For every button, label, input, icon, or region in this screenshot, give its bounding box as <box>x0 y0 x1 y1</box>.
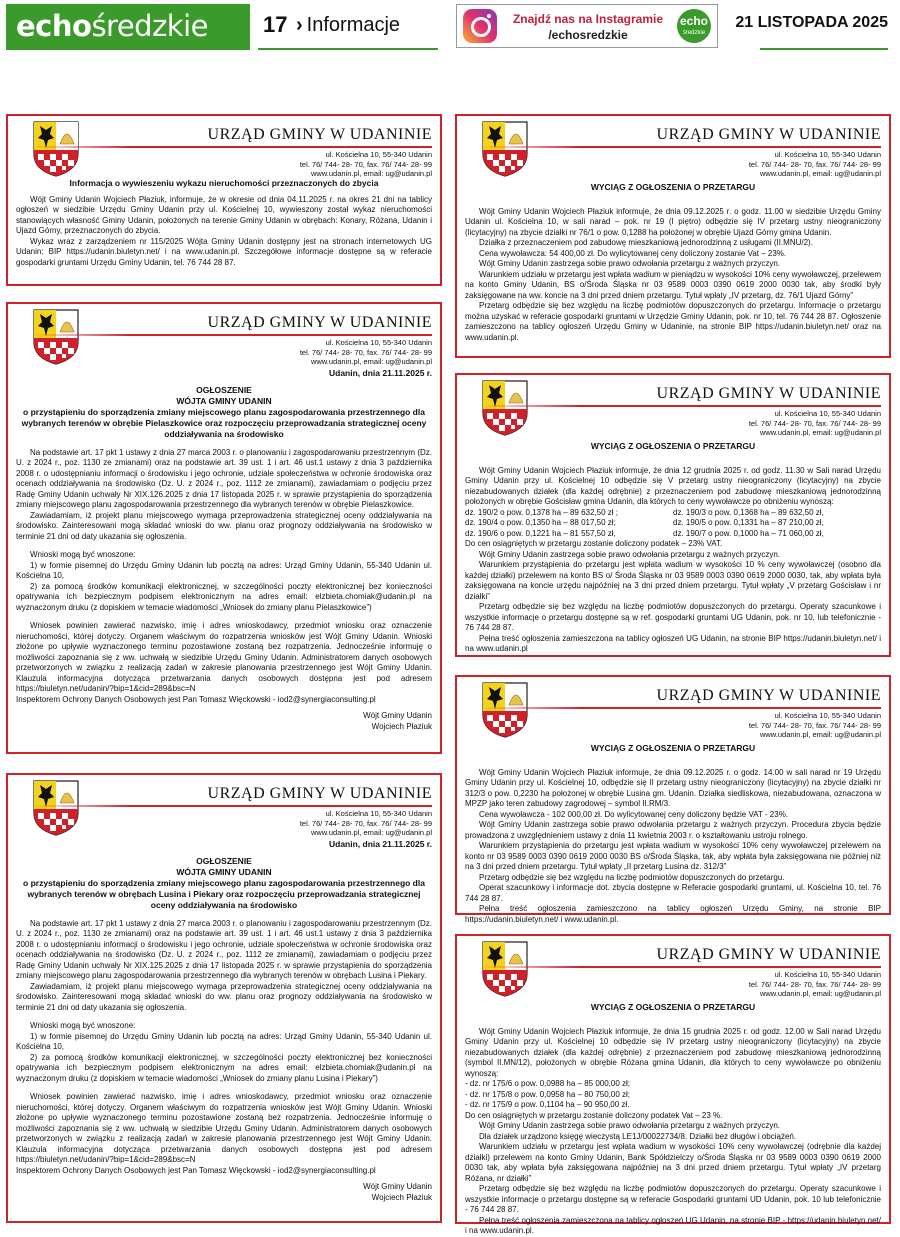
office-rule <box>32 334 432 336</box>
coat-of-arms-icon <box>481 120 529 178</box>
notice-body <box>457 182 889 343</box>
logo-sredzkie-text: średzkie <box>91 9 208 43</box>
notice-title: WYCIĄG Z OGŁOSZENIA O PRZETARGU <box>590 743 756 753</box>
office-address <box>749 711 881 740</box>
notice-paragraph: Warunkiem przystąpienia do przetargu jest wpłata wadium w wysokości 10 % ceny wywoławczej (osobno dla każdej działki) przelewem na konto BS o/ Środa Śląska nr 03 9589 0003 0390 0619 2000 0030, tak, aby wpłata była zaksięgowana na koncie urzędu najpóźniej na 3 dni przed dniem przetargu. Tytuł wpłaty „V przetarg Gościsław i nr działki” <box>465 560 881 601</box>
notice-paragraph: Wójt Gminy Udanin Wojciech Płaziuk informuje, że dnia 09.12.2025 r. o godz. 11.00 w siedzibie Urzędu Gminy Udanin ul. Kościelna 10, w sali narad – pok. nr 19 (I piętro) odbędzie się IV przetarg ustny nieograniczony (licytacyjny) na zbycie działki nr 76/1 o pow. 0,1288 ha położonej w obrębie Ujazd Górny gmina Udanin. <box>465 206 881 237</box>
office-web: www.udanin.pl, email: ug@udanin.pl <box>759 730 881 739</box>
lot-column-left <box>465 508 673 540</box>
notice-title: WYCIĄG Z OGŁOSZENIA O PRZETARGU <box>590 1002 756 1012</box>
notice-paragraph: 1) w formie pisemnej do Urzędu Gminy Udanin lub pocztą na adres: Urząd Gminy Udanin, 55-340 Udanin ul. Kościelna 10, <box>16 1031 432 1051</box>
office-address <box>300 338 432 367</box>
notice-paragraph: Wójt Gminy Udanin Wojciech Płaziuk, informuje, że w okresie od dnia 04.11.2025 r. na okres 21 dni na tablicy ogłoszeń w siedzibie Urzędu Gminy Udanin przy ul. Kościelnej 10, wywieszony został wykaz nieruchomości stanowiących własność Gminy Udanin, położonych na terenie Gminy Udanin w obrębach: Konary, Różana, Udanin i Ujazd Górny, przeznaczonych do zbycia. <box>16 194 432 235</box>
notice-paragraph: Wójt Gminy Udanin Wojciech Płaziuk informuje, że dnia 09.12.2025 r. o godz. 14.00 w sali narad nr 19 Urzędu Gminy Udanin przy ul. Kościelnej 10, odbędzie się II przetarg ustny nieograniczony (licytacyjny) na zbycie działki nr 312/3 o pow. 0,2230 ha położonej w obrębie Lusina gm. Udanin. Działka siedliskowa, niezabudowana, oznaczona w MPZP jako teren zabudowy zagrodowej – symbol II.RM/3. <box>465 767 881 808</box>
office-address <box>749 970 881 999</box>
header-rule-left <box>6 48 250 50</box>
notice-paragraph: Pełna treść ogłoszenia zamieszczona na tablicy ogłoszeń UG Udanin, na stronie BIP - https://udanin.biuletyn.net/ i na www.udanin.pl. <box>465 1215 881 1235</box>
office-title: URZĄD GMINY W UDANINIE <box>207 785 432 802</box>
lot-item: dz. 190/5 o pow. 0,1331 ha – 87 210,00 zł, <box>673 518 824 527</box>
notice-header <box>457 936 889 1000</box>
notice-tender-lusina <box>455 675 891 924</box>
office-title: URZĄD GMINY W UDANINIE <box>207 126 432 143</box>
coat-of-arms-icon <box>481 379 529 437</box>
notice-paragraph: Wójt Gminy Udanin Wojciech Płaziuk informuje, że dnia 15 grudnia 2025 r. od godz. 12.00 w Sali narad Urzędu Gminy Udanin przy ul. Kościelnej 10 odbędzie się IV przetarg ustny nieograniczony (licytacyjny) na zbycie niezabudowanych działek (dla każdej odrębnie) z przeznaczeniem pod zabudowę mieszkaniową jednorodzinną (symbol II.MN/12), położonych w obrębie Różana gmina Udanin, dla których to ceny wywoławcze po obniżeniu wynoszą: <box>465 1026 881 1078</box>
lot-list <box>465 508 881 540</box>
notice-header <box>457 116 889 180</box>
lot-item: dz. 190/4 o pow. 0,1350 ha – 88 017,50 zł; <box>465 518 616 527</box>
office-web: www.udanin.pl, email: ug@udanin.pl <box>759 428 881 437</box>
notice-paragraph: Na podstawie art. 17 pkt 1 ustawy z dnia 27 marca 2003 r. o planowaniu i zagospodarowaniu przestrzennym (Dz. U. z 2024 r., poz. 1130 ze zmianami) oraz na podstawie art. 39 ust. 1 i art. 46 ust.1 ustawy z dnia 3 października 2008 r. o udostępnianiu informacji o środowisku i jego ochronie, udziale społeczeństwa w ochronie środowiska oraz ocenach oddziaływania na środowisko (Dz. U. z 2024 r., poz. 1112 ze zmianami), zawiadamiam o podjęciu przez Radę Gminy Udanin uchwały Nr XIX.125.2025 z dnia 17 listopada 2025 r. w sprawie przystąpienia do sporządzenia zmiany miejscowego planu zagospodarowania przestrzennego dla wybranych terenów w obrębach Lusina i Piekary. <box>16 918 432 980</box>
office-phone: tel. 76/ 744- 28- 70, fax. 76/ 744- 28- 99 <box>299 159 432 169</box>
notice-body <box>8 839 440 1203</box>
office-street: ul. Kościelna 10, 55-340 Udanin <box>325 338 432 347</box>
notice-header <box>8 304 440 368</box>
notice-paragraph: Inspektorem Ochrony Danych Osobowych jest Pan Tomasz Więckowski - iod2@synergiaconsulting.pl <box>16 694 376 704</box>
notice-header <box>457 677 889 741</box>
office-phone: tel. 76/ 744- 28- 70, fax. 76/ 744- 28- 99 <box>748 159 881 169</box>
notice-body <box>457 441 889 655</box>
notice-title-line: o przystąpieniu do sporządzenia zmiany miejscowego planu zagospodarowania przestrzennego dla wybranych terenów w obrębie Pielaszkowice oraz rozpoczęciu przeprowadzania strategicznej oceny oddziaływania na środowisko <box>21 406 427 439</box>
office-phone: tel. 76/ 744- 28- 70, fax. 76/ 744- 28- 99 <box>748 418 881 428</box>
office-street: ul. Kościelna 10, 55-340 Udanin <box>774 150 881 159</box>
badge-echo: echo <box>679 14 708 28</box>
notice-title-line: WÓJTA GMINY UDANIN <box>176 866 272 877</box>
office-title: URZĄD GMINY W UDANINIE <box>656 126 881 143</box>
notice-paragraph: Przetarg odbędzie się bez względu na liczbę podmiotów dopuszczonych do przetargu. Operaty szacunkowe i wszystkie informacje o przetargu dostępne są w ref. gospodarki gruntami UG Udanin, pok. nr 10, lub telefonicznie - 76 744 28 87. <box>465 602 881 632</box>
notice-paragraph: Zawiadamiam, iż projekt planu miejscowego wymaga przeprowadzenia strategicznej oceny oddziaływania na środowisko. Zainteresowani mogą składać wnioski do ww. planu oraz prognozy oddziaływania na środowisko w terminie 21 dni od daty ukazania się ogłoszenia. <box>16 510 432 541</box>
notice-paragraph: Wójt Gminy Udanin zastrzega sobie prawo odwołania przetargu z ważnych przyczyn. <box>479 1121 781 1130</box>
office-rule <box>481 966 881 968</box>
notice-body <box>8 368 440 732</box>
issue-date: 21 LISTOPADA 2025 <box>735 14 888 31</box>
office-rule <box>481 405 881 407</box>
signature-name: Wojciech Płaziuk <box>371 721 432 731</box>
notice-paragraph: Wniosek powinien zawierać nazwisko, imię i adres wnioskodawcy, przedmiot wniosku oraz oznaczenie nieruchomości, której dotyczy. Organem właściwym do rozpatrzenia wniosków jest Wójt Gminy Udanin. Wnioski złożone po upływie wyznaczonego terminu pozostawione zostaną bez rozpatrzenia. Jednocześnie informuję o możliwości zapoznania się z ww. uchwałą w siedzibie Urzędu Gminy Udanin. Administratorem danych osobowych przetworzonych w związku z realizacją zadań w zakresie planowania przestrzennego jest Wójt Gminy Udanin. Klauzula informacyjna dotycząca przetwarzania danych osobowych dostępna jest pod adresem https://biuletyn.net/udanin/?bip=1&cid=289&bsc=N <box>16 621 432 693</box>
office-rule <box>481 707 881 709</box>
echo-badge-icon <box>677 9 711 43</box>
notice-paragraph: 2) za pomocą środków komunikacji elektronicznej, w szczególności poczty elektronicznej bez konieczności opatrywania ich bezpiecznym podpisem elektronicznym na adres email: elzbieta.chomiak@udanin.pl na wyznaczonym druku (z dopiskiem w temacie wiadomości „Wniosek do zmiany planu Lusina i Piekary”) <box>16 1052 432 1083</box>
header-rule-mid <box>258 48 438 50</box>
coat-of-arms-icon <box>481 681 529 739</box>
office-address <box>300 150 432 179</box>
notice-tender-goscislaw <box>455 373 891 657</box>
lot-item: - dz. nr 175/8 o pow. 0,0958 ha – 80 750,00 zł; <box>465 1089 631 1099</box>
lot-item: - dz. nr 175/9 o pow. 0,1104 ha – 90 950,00 zł. <box>465 1100 630 1109</box>
office-rule <box>32 805 432 807</box>
notice-header <box>8 775 440 839</box>
lot-item: dz. 190/2 o pow. 0,1378 ha – 89 632,50 zł ; <box>465 507 619 517</box>
instagram-icon <box>463 9 497 43</box>
notice-paragraph: Warunkiem udziału w przetargu jest wpłata wadium w pieniądzu w wysokości 10% ceny wywoławczej, przelewem na konto Gminy Udanin, BS o/Środa Śląska nr 03 9589 0003 0390 0619 2000 0030 tak, aby środki były zaksięgowane na ww. koncie na 3 dni przed dniem przetargu. Tytuł wpłaty „IV przetarg, dz. 76/1 Ujazd Górny” <box>465 269 881 300</box>
notice-header <box>457 375 889 439</box>
office-street: ul. Kościelna 10, 55-340 Udanin <box>774 409 881 418</box>
signature-name: Wojciech Płaziuk <box>371 1192 432 1202</box>
office-rule <box>32 146 432 148</box>
coat-of-arms-icon <box>481 940 529 998</box>
section-name <box>296 14 400 37</box>
office-web: www.udanin.pl, email: ug@udanin.pl <box>310 828 432 837</box>
notice-title-line: WÓJTA GMINY UDANIN <box>176 395 272 406</box>
lot-item: dz. 190/6 o pow. 0,1221 ha – 81 557,50 zł, <box>465 528 616 538</box>
office-street: ul. Kościelna 10, 55-340 Udanin <box>325 150 432 159</box>
lot-item: dz. 190/7 o pow. 0,1000 ha – 71 060,00 zł, <box>673 528 824 538</box>
notice-paragraph: Wniosek powinien zawierać nazwisko, imię i adres wnioskodawcy, przedmiot wniosku oraz oznaczenie nieruchomości, której dotyczy. Organem właściwym do rozpatrzenia wniosków jest Wójt Gminy Udanin. Wnioski złożone po upływie wyznaczonego terminu pozostawione zostaną bez rozpatrzenia. Jednocześnie informuję o możliwości zapoznania się z ww. uchwałą w siedzibie Urzędu Gminy Udanin. Administratorem danych osobowych przetworzonych w związku z realizacją zadań w zakresie planowania przestrzennego jest Wójt Gminy Udanin. Klauzula informacyjna dotycząca przetwarzania danych osobowych dostępna jest pod adresem https://biuletyn.net/udanin/?bip=1&cid=289&bsc=N <box>16 1092 432 1164</box>
signature-role: Wójt Gminy Udanin <box>363 711 432 720</box>
office-phone: tel. 76/ 744- 28- 70, fax. 76/ 744- 28- 99 <box>299 347 432 357</box>
notice-paragraph: Warunkiem udziału w przetargu jest wpłata wadium w wysokości 10% ceny wywoławczej (odrębnie dla każdej działki) przelewem na konto Gminy Udanin, Bank Spółdzielczy o/Środa Śląska nr 03 9589 0003 0390 0619 2000 0030 tak, aby wpłata była zaksięgowana najpóźniej na 3 dni przed dniem przetargu. Tytuł wpłaty „IV przetarg Różana, nr działki” <box>465 1142 881 1183</box>
notice-paragraph: Dla działek urządzono księgę wieczystą LE1J/00022734/8. Działki bez długów i obciążeń. <box>479 1131 797 1141</box>
office-rule <box>481 146 881 148</box>
logo-echo-text: echo <box>16 9 92 43</box>
notice-tender-ujazd <box>455 114 891 358</box>
office-title: URZĄD GMINY W UDANINIE <box>656 385 881 402</box>
notice-body <box>457 743 889 925</box>
notice-body <box>457 1002 889 1237</box>
signature <box>16 711 432 732</box>
office-address <box>749 150 881 179</box>
notice-paragraph: Operat szacunkowy i informacje dot. zbycia dostępne w Referacie gospodarki gruntami, ul. Kościelna 10, tel. 76 744 28 87. <box>465 883 881 903</box>
notice-paragraph: Wójt Gminy Udanin zastrzega sobie prawo odwołania przetargu z ważnych przyczyn. Procedura zbycia będzie prowadzona z uwzględnieniem ustawy z dnia 11 kwietnia 2003 r. o kształtowaniu ustroju rolnego. <box>465 820 881 840</box>
office-address <box>300 809 432 838</box>
notice-paragraph: Pełna treść ogłoszenia zamieszczona na tablicy ogłoszeń UG Udanin, na stronie BIP https://udanin.biuletyn.net/ i na www.udanin.pl <box>465 633 881 653</box>
notice-paragraph: Zawiadamiam, iż projekt planu miejscowego wymaga przeprowadzenia strategicznej oceny oddziaływania na środowisko. Zainteresowani mogą składać wnioski do ww. planu oraz prognozy oddziaływania na środowisko w terminie 21 dni od daty ukazania się ogłoszenia. <box>16 981 432 1012</box>
notice-paragraph: Przetarg odbędzie się bez względu na liczbę podmiotów dopuszczonych do przetargu. Operaty szacunkowe i wszystkie informacje o przetargu dostępne są w referacie Gospodarki gruntami UD Udanin, pok. 10 lub telefonicznie - 76 744 28 87. <box>465 1184 881 1214</box>
notice-body <box>8 178 440 268</box>
notice-title: WYCIĄG Z OGŁOSZENIA O PRZETARGU <box>590 182 756 192</box>
section-label: Informacje <box>306 14 401 36</box>
office-web: www.udanin.pl, email: ug@udanin.pl <box>310 357 432 366</box>
notice-paragraph: Wójt Gminy Udanin zastrzega sobie prawo odwołania przetargu z ważnych przyczyn. <box>479 259 781 268</box>
office-web: www.udanin.pl, email: ug@udanin.pl <box>310 169 432 178</box>
office-street: ul. Kościelna 10, 55-340 Udanin <box>774 970 881 979</box>
office-phone: tel. 76/ 744- 28- 70, fax. 76/ 744- 28- 99 <box>299 818 432 828</box>
signature-role: Wójt Gminy Udanin <box>363 1182 432 1191</box>
office-title: URZĄD GMINY W UDANINIE <box>656 687 881 704</box>
notice-title-line: OGŁOSZENIE <box>196 384 252 395</box>
notice-paragraph: Pełna treść ogłoszenia zamieszczono na tablicy ogłoszeń Urzędu Gminy, na stronie BIP https://udanin.biuletyn.net/ i www.udanin.pl. <box>465 904 881 924</box>
coat-of-arms-icon <box>32 308 80 366</box>
notice-paragraph: Cena wywoławcza: 54 400,00 zł. Do wylicytowanej ceny doliczony zostanie Vat – 23%. <box>479 248 787 258</box>
instagram-headline: Znajdź nas na Instagramie <box>512 12 664 26</box>
notice-property-list <box>6 114 442 286</box>
notice-title: Informacja o wywieszeniu wykazu nieruchomości przeznaczonych do zbycia <box>69 178 379 188</box>
office-address <box>749 409 881 438</box>
notice-paragraph: Wójt Gminy Udanin Wojciech Płaziuk informuje, że dnia 12 grudnia 2025 r. od godz. 11.30 w Sali narad Urzędu Gminy Udanin przy ul. Kościelnej 10 odbędzie się V przetarg ustny nieograniczony (licytacyjny) na zbycie niezabudowanych działek (dla każdej odrębnie) z przeznaczeniem pod zabudowę mieszkaniową jednorodzinną położonych w obrębie Gościsław gmina Udanin, dla których to ceny wywoławcze po obniżeniu wynoszą: <box>465 465 881 506</box>
page-header <box>0 0 900 52</box>
office-web: www.udanin.pl, email: ug@udanin.pl <box>759 989 881 998</box>
notice-paragraph: Do cen osiągniętych w przetargu zostanie doliczony podatek – 23% VAT. <box>465 539 723 548</box>
notice-paragraph: Wnioski mogą być wnoszone: <box>30 1021 136 1030</box>
section-arrow-icon: › <box>296 14 303 36</box>
notice-paragraph: Działka z przeznaczeniem pod zabudowę mieszkaniową jednorodzinną z usługami (II.MNU/2). <box>479 238 813 247</box>
notice-paragraph: Cena wywoławcza - 102 000,00 zł. Do wylicytowanej ceny doliczony będzie VAT - 23%. <box>479 809 789 819</box>
instagram-banner[interactable] <box>456 4 718 48</box>
notice-paragraph: Wnioski mogą być wnoszone: <box>30 550 136 559</box>
notice-place-date: Udanin, dnia 21.11.2025 r. <box>329 839 432 849</box>
office-phone: tel. 76/ 744- 28- 70, fax. 76/ 744- 28- 99 <box>748 979 881 989</box>
notice-paragraph: Inspektorem Ochrony Danych Osobowych jest Pan Tomasz Więckowski - iod2@synergiaconsulting.pl <box>16 1165 376 1175</box>
office-street: ul. Kościelna 10, 55-340 Udanin <box>325 809 432 818</box>
notice-paragraph: Na podstawie art. 17 pkt 1 ustawy z dnia 27 marca 2003 r. o planowaniu i zagospodarowaniu przestrzennym (Dz. U. z 2024 r., poz. 1130 ze zmianami) oraz na podstawie art. 39 ust. 1 i art. 46 ust.1 ustawy z dnia 3 października 2008 r. o udostępnianiu informacji o środowisku i jego ochronie, udziale społeczeństwa w ochronie środowiska oraz ocenach oddziaływania na środowisko (Dz. U. z 2024 r., poz. 1112 ze zmianami), zawiadamiam o podjęciu przez Radę Gminy Udanin uchwały Nr XIX.126.2025 z dnia 17 listopada 2025 r. w sprawie przystąpienia do sporządzenia zmiany miejscowego planu zagospodarowania przestrzennego dla wybranych terenów w obrębie Pielaszkowice. <box>16 447 432 509</box>
notice-paragraph: Warunkiem przystąpienia do przetargu jest wpłata wadium w wysokości 10% ceny wywoławczej przelewem na konto nr 03 9589 0003 0390 0619 2000 0030 BS o/Środa Śląska, tak, aby wpłata była zaksięgowana nie później niż na 3 dni przed dniem przetargu. Tytuł wpłaty „II przetarg Lusina dz. 312/3” <box>465 841 881 871</box>
signature <box>16 1182 432 1203</box>
notice-title-line: o przystąpieniu do sporządzenia zmiany miejscowego planu zagospodarowania przestrzennego dla wybranych terenów w obrębach Lusina i Piekary oraz rozpoczęciu przeprowadzania strategicznej oceny oddziaływania na środowisko <box>23 877 425 910</box>
instagram-text <box>507 11 669 43</box>
notice-title <box>16 385 432 440</box>
notice-plan-pielaszkowice <box>6 302 442 754</box>
notice-tender-rozana <box>455 934 891 1235</box>
office-web: www.udanin.pl, email: ug@udanin.pl <box>759 169 881 178</box>
lot-item: - dz. nr 175/6 o pow. 0,0988 ha – 85 000,00 zł; <box>465 1079 631 1088</box>
coat-of-arms-icon <box>32 120 80 178</box>
notice-paragraph: 2) za pomocą środków komunikacji elektronicznej, w szczególności poczty elektronicznej bez konieczności opatrywania ich bezpiecznym podpisem elektronicznym na adres email: elzbieta.chomiak@udanin.pl na wyznaczonym druku (z dopiskiem w temacie wiadomości „Wniosek do zmiany planu Pielaszkowice”) <box>16 581 432 612</box>
office-title: URZĄD GMINY W UDANINIE <box>207 314 432 331</box>
office-title: URZĄD GMINY W UDANINIE <box>656 946 881 963</box>
notice-paragraph: 1) w formie pisemnej do Urzędu Gminy Udanin lub pocztą na adres: Urząd Gminy Udanin, 55-340 Udanin ul. Kościelna 10, <box>16 560 432 580</box>
notice-place-date: Udanin, dnia 21.11.2025 r. <box>329 368 432 378</box>
notice-title <box>16 856 432 911</box>
instagram-handle: /echosredzkie <box>548 28 628 42</box>
badge-sredzkie: średzkie <box>682 30 706 36</box>
lot-item: dz. 190/3 o pow. 0,1368 ha – 89 632,50 zł, <box>673 507 824 517</box>
notice-title: WYCIĄG Z OGŁOSZENIA O PRZETARGU <box>590 441 756 451</box>
notice-header <box>8 116 440 180</box>
office-street: ul. Kościelna 10, 55-340 Udanin <box>774 711 881 720</box>
header-rule-right <box>760 48 888 50</box>
office-phone: tel. 76/ 744- 28- 70, fax. 76/ 744- 28- 99 <box>748 720 881 730</box>
page-number: 17 <box>263 12 288 37</box>
notice-paragraph: Wójt Gminy Udanin zastrzega sobie prawo odwołania przetargu z ważnych przyczyn. <box>479 549 781 559</box>
notice-title-line: OGŁOSZENIE <box>196 855 252 866</box>
notice-paragraph: Przetarg odbędzie się bez względu na liczbę podmiotów dopuszczonych do przetargu. Informacje o przetargu można uzyskać w referacie gospodarki gruntami w Urzędzie Gminy Udanin, pok. nr 10, tel. 76 744 28 87. Ogłoszenie zamieszczono na tablicy ogłoszeń Urzędu Gminy w Udaninie, na stronie BIP https://udanin.biuletyn.net/ oraz na www.udanin.pl. <box>465 301 881 342</box>
notice-paragraph: Do cen osiągniętych w przetargu zostanie doliczony podatek Vat – 23 %. <box>465 1110 723 1120</box>
coat-of-arms-icon <box>32 779 80 837</box>
notice-plan-lusina-piekary <box>6 773 442 1223</box>
echo-sredzkie-logo <box>6 4 250 48</box>
notice-paragraph: Wykaz wraz z zarządzeniem nr 115/2025 Wójta Gminy Udanin dostępny jest na stronach internetowych UG Udanin: BIP https://udanin.biuletyn.net/ i na www.udanin.pl. Szczegółowe informacje dostępne są w referacie gospodarki gruntami Urzędu Gminy Udanin, tel. 76 744 28 87. <box>16 236 432 267</box>
lot-column-right <box>673 508 881 540</box>
notice-paragraph: Przetarg odbędzie się bez względu na liczbę podmiotów dopuszczonych do przetargu. <box>479 872 785 882</box>
